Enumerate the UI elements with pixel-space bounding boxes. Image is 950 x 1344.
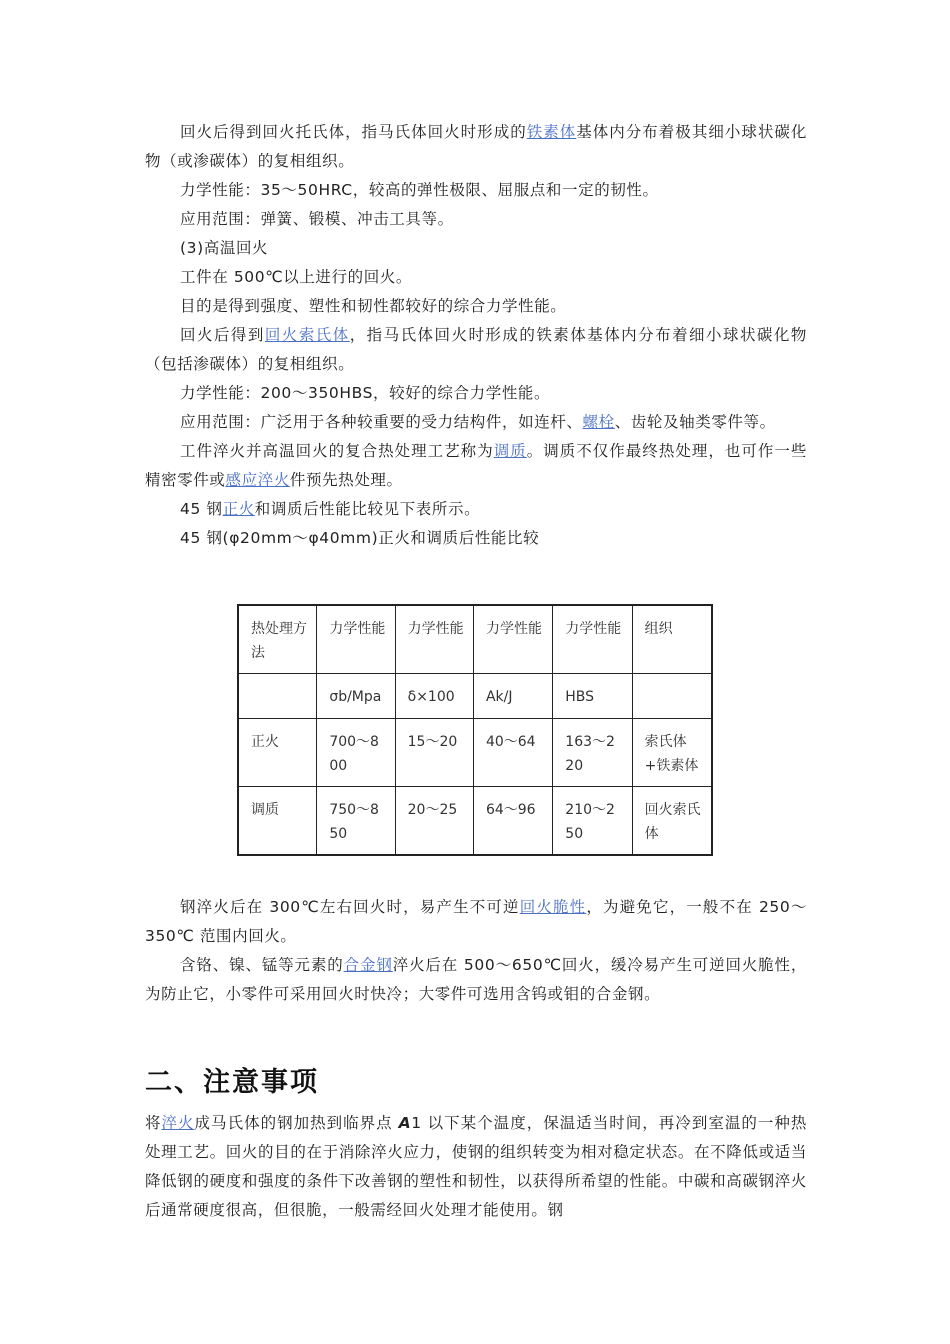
paragraph-500c: 工件在 500℃以上进行的回火。 [180, 268, 413, 286]
link-quench-temper[interactable]: 调质 [493, 442, 527, 460]
table-cell: 750～850 [317, 787, 395, 856]
table-cell: 索氏体+铁素体 [632, 719, 712, 787]
link-ferrite[interactable]: 铁素体 [526, 123, 577, 141]
paragraph-purpose: 目的是得到强度、塑性和韧性都较好的综合力学性能。 [180, 297, 567, 315]
unit-cell: σb/Mpa [317, 674, 395, 719]
link-quenching[interactable]: 淬火 [161, 1114, 195, 1132]
unit-cell: δ×100 [395, 674, 473, 719]
header-cell: 力学性能 [317, 605, 395, 674]
paragraph-mechanical-props-2: 力学性能：200～350HBS，较好的综合力学性能。 [180, 384, 551, 402]
table-cell: 调质 [238, 787, 317, 856]
link-bolt[interactable]: 螺栓 [582, 413, 615, 431]
header-cell: 组织 [632, 605, 712, 674]
table-cell: 700～800 [317, 719, 395, 787]
paragraph-tempering-definition: 将淬火成马氏体的钢加热到临界点 A1 以下某个温度，保温适当时间，再冷到室温的一种热处理工艺。回火的目的在于消除淬火应力，使钢的组织转变为相对稳定状态。在不降低或适当降低钢的硬度和强度的条件下改善钢的塑性和韧性，以获得所希望的性能。中碳和高碳钢淬火后通常硬度很高，但很脆，一般需经回火处理才能使用。钢 [145, 1114, 807, 1219]
paragraph-tempered-troostite: 回火后得到回火托氏体，指马氏体回火时形成的铁素体基体内分布着极其细小球状碳化物（或渗碳体）的复相组织。 [145, 123, 807, 170]
header-cell: 力学性能 [553, 605, 632, 674]
table-cell: 回火索氏体 [632, 787, 712, 856]
paragraph-tempered-sorbite: 回火后得到回火索氏体，指马氏体回火时形成的铁素体基体内分布着细小球状碳化物（包括渗碳体）的复相组织。 [145, 326, 807, 373]
unit-cell [238, 674, 317, 719]
unit-cell: HBS [553, 674, 632, 719]
section-heading: 二、注意事项 [145, 1067, 319, 1098]
table-header-row [238, 605, 712, 674]
unit-cell: Ak/J [473, 674, 552, 719]
table-cell: 40～64 [473, 719, 552, 787]
paragraph-45-steel: 45 钢正火和调质后性能比较见下表所示。 [180, 500, 481, 518]
table-units-row [238, 674, 712, 719]
paragraph-mechanical-props-1: 力学性能：35～50HRC，较高的弹性极限、屈服点和一定的韧性。 [180, 181, 659, 199]
unit-cell [632, 674, 712, 719]
table-caption: 45 钢(φ20mm～φ40mm)正火和调质后性能比较 [180, 529, 540, 547]
link-alloy-steel[interactable]: 合金钢 [343, 956, 393, 974]
header-cell: 热处理方法 [238, 605, 317, 674]
table-cell: 210～250 [553, 787, 632, 856]
link-induction-hardening[interactable]: 感应淬火 [225, 471, 290, 489]
table-cell: 163～220 [553, 719, 632, 787]
comparison-table [237, 604, 713, 856]
paragraph-application-2: 应用范围：广泛用于各种较重要的受力结构件，如连杆、螺栓、齿轮及轴类零件等。 [180, 413, 776, 431]
paragraph-application-1: 应用范围：弹簧、锻模、冲击工具等。 [180, 210, 454, 228]
body-text-after-table [145, 893, 807, 1009]
table-cell: 正火 [238, 719, 317, 787]
table-cell: 20～25 [395, 787, 473, 856]
body-text-top [145, 118, 807, 553]
link-tempered-sorbite[interactable]: 回火索氏体 [264, 326, 350, 344]
header-cell: 力学性能 [473, 605, 552, 674]
link-temper-brittleness[interactable]: 回火脆性 [519, 898, 587, 916]
table-row [238, 787, 712, 856]
link-normalizing[interactable]: 正火 [222, 500, 255, 518]
section2-body [145, 1109, 807, 1225]
table-cell: 64～96 [473, 787, 552, 856]
table-row [238, 719, 712, 787]
header-cell: 力学性能 [395, 605, 473, 674]
paragraph-high-temp-title: (3)高温回火 [180, 239, 269, 257]
paragraph-alloy-steel: 含铬、镍、锰等元素的合金钢淬火后在 500～650℃回火，缓冷易产生可逆回火脆性，为防止它，小零件可采用回火时快冷；大零件可选用含钨或钼的合金钢。 [145, 956, 807, 1003]
paragraph-quench-temper: 工件淬火并高温回火的复合热处理工艺称为调质。调质不仅作最终热处理，也可作一些精密零件或感应淬火件预先热处理。 [145, 442, 808, 489]
table-cell: 15～20 [395, 719, 473, 787]
paragraph-temper-brittleness: 钢淬火后在 300℃左右回火时，易产生不可逆回火脆性，为避免它，一般不在 250～350℃ 范围内回火。 [145, 898, 808, 945]
